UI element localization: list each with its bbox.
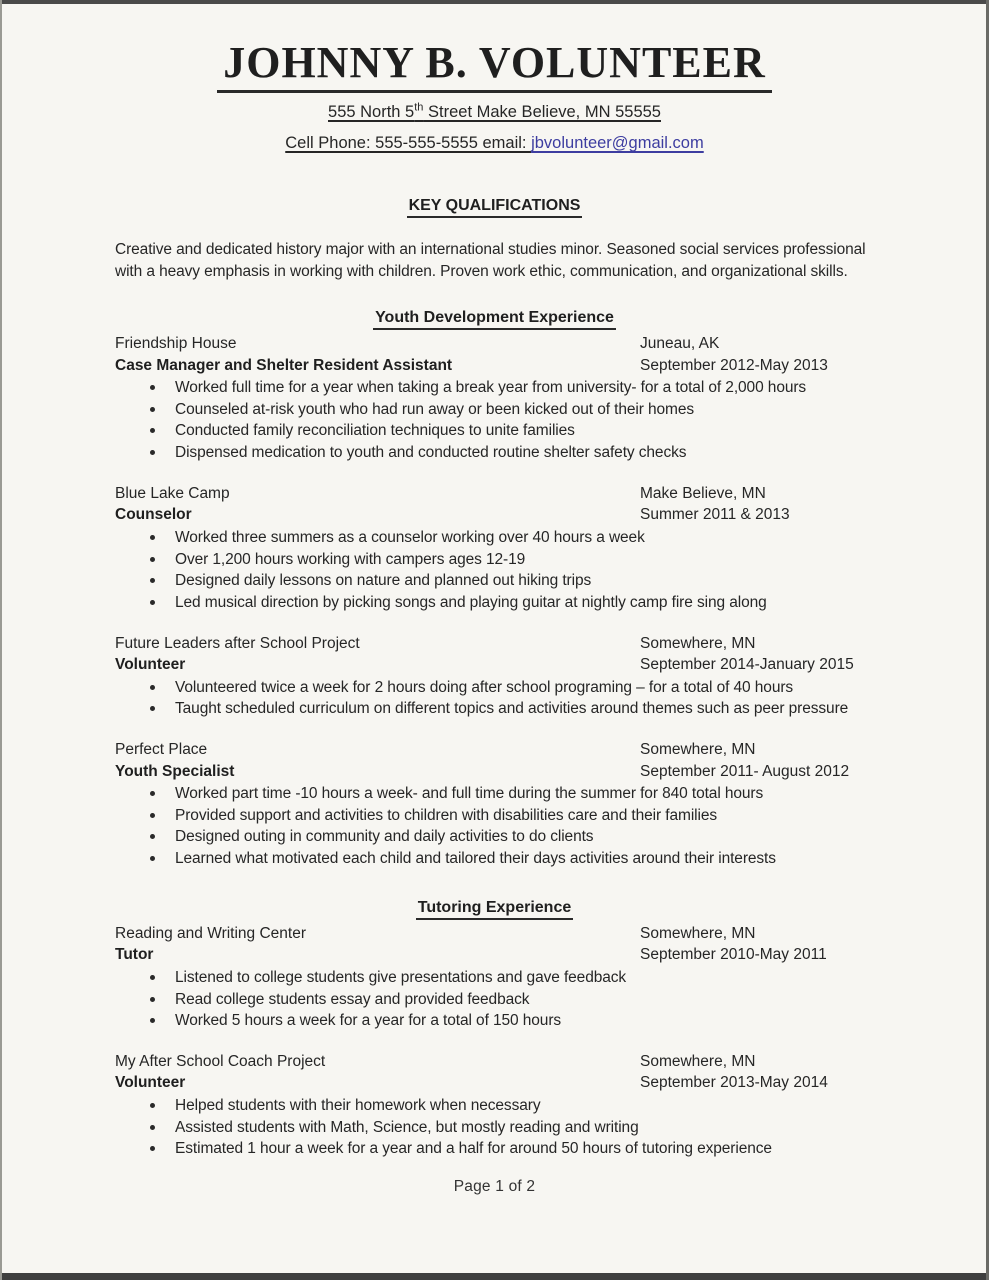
job-bullet-list (115, 783, 874, 870)
scan-edge-top (0, 0, 989, 4)
job-entry-perfect-place (115, 739, 874, 870)
email-link[interactable]: jbvolunteer@gmail.com (531, 134, 704, 152)
bullet-item: Provided support and activities to children with disabilities care and their families (175, 805, 874, 827)
scan-edge-left (0, 0, 2, 1280)
job-dates: September 2013-May 2014 (640, 1074, 828, 1092)
job-bullet-list (115, 677, 874, 720)
bullet-item: Over 1,200 hours working with campers ages 12-19 (175, 549, 874, 571)
job-dates: September 2010-May 2011 (640, 946, 827, 964)
bullet-item: Taught scheduled curriculum on different topics and activities around themes such as peer pressure (175, 698, 874, 720)
bullet-item: Dispensed medication to youth and conducted routine shelter safety checks (175, 442, 874, 464)
job-location: Somewhere, MN (640, 924, 756, 942)
bullet-item: Designed daily lessons on nature and planned out hiking trips (175, 570, 874, 592)
job-location: Somewhere, MN (640, 634, 756, 652)
job-bullet-list (115, 967, 874, 1032)
job-dates: Summer 2011 & 2013 (640, 506, 790, 524)
bullet-item: Worked three summers as a counselor working over 40 hours a week (175, 527, 874, 549)
job-bullet-list (115, 377, 874, 464)
resume-name: JOHNNY B. VOLUNTEER (217, 38, 772, 93)
bullet-item: Learned what motivated each child and tailored their days activities around their interests (175, 848, 874, 870)
job-location: Juneau, AK (640, 335, 720, 352)
job-role: Counselor (115, 506, 192, 524)
bullet-item: Conducted family reconciliation techniques to unite families (175, 420, 874, 442)
org-name: Perfect Place (115, 741, 208, 759)
contact-line (115, 131, 874, 155)
org-name: Friendship House (115, 335, 237, 352)
address-superscript: th (414, 101, 424, 114)
address-text: 555 North 5 (328, 103, 415, 121)
job-role: Tutor (115, 946, 154, 964)
bullet-item: Listened to college students give presentations and gave feedback (175, 967, 874, 989)
section-title-key-qualifications: KEY QUALIFICATIONS (115, 197, 874, 218)
bullet-item: Designed outing in community and daily activities to do clients (175, 826, 874, 848)
bullet-item: Worked 5 hours a week for a year for a total of 150 hours (175, 1010, 874, 1032)
org-name: Reading and Writing Center (115, 924, 306, 942)
bullet-item: Estimated 1 hour a week for a year and a half for around 50 hours of tutoring experience (175, 1138, 874, 1160)
job-dates: September 2012-May 2013 (640, 356, 828, 374)
job-role: Volunteer (115, 656, 186, 674)
qualifications-summary: Creative and dedicated history major with an international studies minor. Seasoned social services professional with a heavy emphasis in working with children. Proven work ethic, communication, and organizational skills. (115, 241, 866, 280)
job-dates: September 2014-January 2015 (640, 656, 854, 674)
address-text-rest: Street Make Believe, MN 55555 (423, 103, 661, 121)
bullet-item: Volunteered twice a week for 2 hours doing after school programing – for a total of 40 hours (175, 677, 874, 699)
job-entry-reading-writing-center (115, 923, 874, 1032)
job-role: Case Manager and Shelter Resident Assistant (115, 356, 453, 374)
org-name: My After School Coach Project (115, 1052, 326, 1070)
job-location: Make Believe, MN (640, 484, 766, 502)
job-location: Somewhere, MN (640, 1052, 756, 1070)
resume-header (115, 38, 874, 155)
bullet-item: Worked full time for a year when taking a break year from university- for a total of 2,000 hours (175, 377, 874, 399)
job-bullet-list (115, 527, 874, 614)
job-bullet-list (115, 1095, 874, 1160)
section-title-tutoring: Tutoring Experience (115, 899, 874, 920)
section-title-youth-development: Youth Development Experience (115, 309, 874, 330)
job-entry-after-school-coach (115, 1051, 874, 1160)
bullet-item: Worked part time -10 hours a week- and full time during the summer for 840 total hours (175, 783, 874, 805)
page-number: Page 1 of 2 (453, 1178, 536, 1195)
job-role: Volunteer (115, 1074, 186, 1092)
bullet-item: Assisted students with Math, Science, but mostly reading and writing (175, 1117, 874, 1139)
org-name: Blue Lake Camp (115, 484, 230, 502)
phone-label: Cell Phone: 555-555-5555 email: (285, 134, 532, 152)
job-entry-friendship-house (115, 333, 874, 464)
bullet-item: Read college students essay and provided feedback (175, 989, 874, 1011)
bullet-item: Led musical direction by picking songs and playing guitar at nightly camp fire sing along (175, 592, 874, 614)
bullet-item: Helped students with their homework when necessary (175, 1095, 874, 1117)
scan-edge-bottom (0, 1273, 989, 1280)
job-dates: September 2011- August 2012 (640, 762, 850, 780)
job-location: Somewhere, MN (640, 741, 756, 759)
job-entry-blue-lake-camp (115, 483, 874, 614)
bullet-item: Counseled at-risk youth who had run away or been kicked out of their homes (175, 399, 874, 421)
job-role: Youth Specialist (115, 762, 235, 780)
job-entry-future-leaders (115, 633, 874, 720)
address-line (115, 100, 874, 124)
org-name: Future Leaders after School Project (115, 634, 360, 652)
